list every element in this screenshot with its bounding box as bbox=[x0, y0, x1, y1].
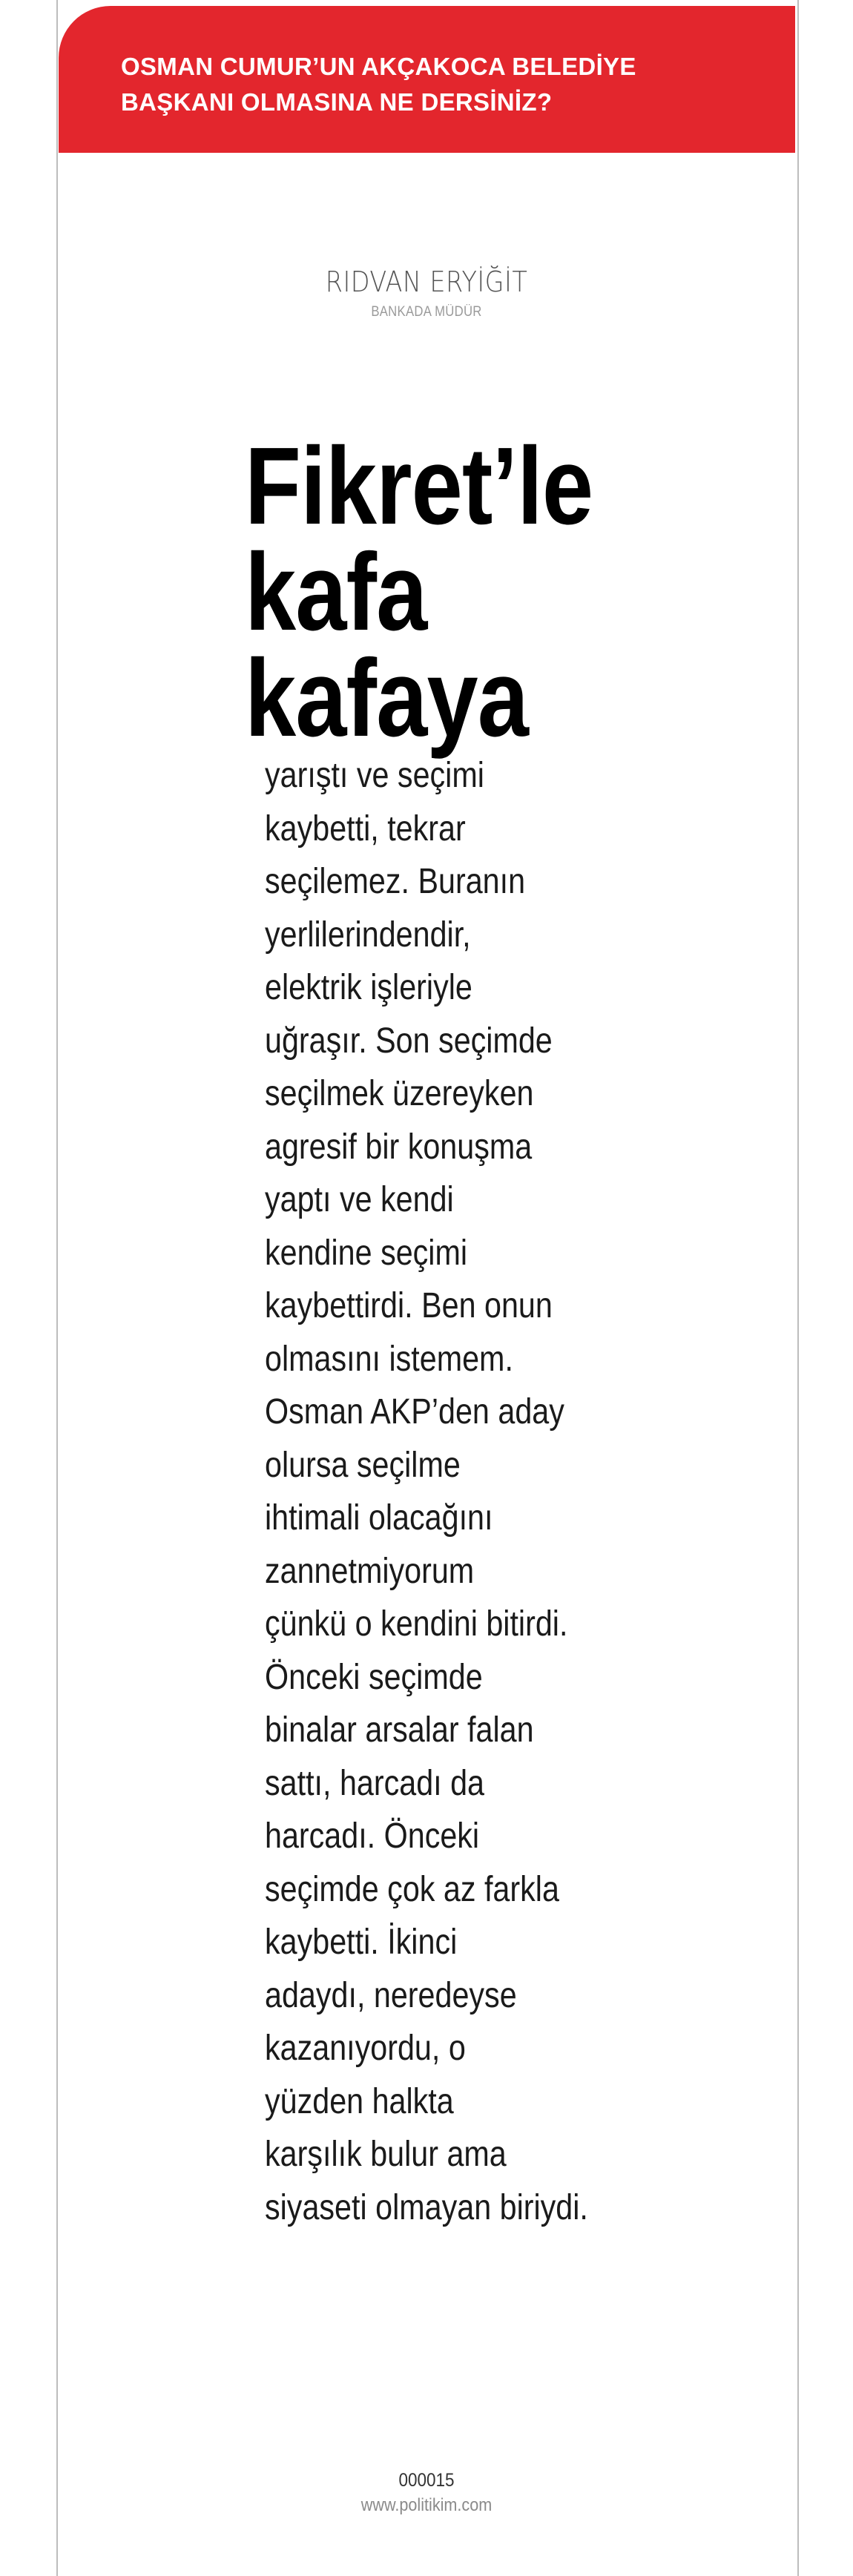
headline-line: kafaya bbox=[245, 637, 529, 760]
body-line: siyaseti olmayan biriydi. bbox=[265, 2187, 588, 2227]
body-line: yerlilerindendir, bbox=[265, 915, 471, 955]
body-line: kaybetti. İkinci bbox=[265, 1923, 458, 1962]
body-line: harcadı. Önceki bbox=[265, 1816, 480, 1856]
body-line: elektrik işleriyle bbox=[265, 968, 472, 1007]
body-line: çünkü o kendini bitirdi. bbox=[265, 1604, 568, 1644]
body-line: seçimde çok az farkla bbox=[265, 1869, 559, 1909]
headline-line: Fikret’le bbox=[245, 425, 593, 547]
author-title: BANKADA MÜDÜR bbox=[371, 304, 482, 320]
headline-line: kafa bbox=[245, 531, 427, 653]
body-line: seçilemez. Buranın bbox=[265, 862, 526, 901]
body-line: olmasını istemem. bbox=[265, 1339, 513, 1379]
body-line: adaydı, neredeyse bbox=[265, 1975, 517, 2015]
body-line: zannetmiyorum bbox=[265, 1551, 475, 1591]
body-line: ihtimali olacağını bbox=[265, 1498, 493, 1538]
body-line: kaybettirdi. Ben onun bbox=[265, 1286, 553, 1325]
author-name: RIDVAN ERYİĞİT bbox=[325, 266, 528, 298]
body-line: yüzden halkta bbox=[265, 2081, 454, 2121]
body-line: yarıştı ve seçimi bbox=[265, 756, 484, 795]
body-line: kendine seçimi bbox=[265, 1233, 468, 1273]
body-line: yaptı ve kendi bbox=[265, 1180, 454, 1219]
page-footer bbox=[0, 2468, 853, 2517]
body-line: seçilmek üzereyken bbox=[265, 1074, 534, 1113]
body-line: karşılık bulur ama bbox=[265, 2135, 507, 2174]
survey-question: OSMAN CUMUR’UN AKÇAKOCA BELEDİYE BAŞKANI OLMASINA NE DERSİNİZ? bbox=[121, 53, 636, 116]
headline bbox=[245, 425, 593, 760]
body-line: uğraşır. Son seçimde bbox=[265, 1021, 553, 1061]
body-line: Önceki seçimde bbox=[265, 1657, 483, 1697]
answer-text bbox=[265, 749, 588, 2234]
page-number: 000015 bbox=[398, 2470, 455, 2491]
body-line: binalar arsalar falan bbox=[265, 1710, 534, 1750]
body-line: agresif bir konuşma bbox=[265, 1127, 533, 1167]
body-line: olursa seçilme bbox=[265, 1445, 461, 1485]
body-line: kaybetti, tekrar bbox=[265, 808, 466, 849]
author-block bbox=[0, 264, 853, 320]
body-line: Osman AKP’den aday bbox=[265, 1392, 564, 1432]
question-banner bbox=[59, 6, 795, 153]
site-url: www.politikim.com bbox=[360, 2495, 493, 2515]
body-line: sattı, harcadı da bbox=[265, 1763, 485, 1803]
body-line: kazanıyordu, o bbox=[265, 2029, 466, 2068]
